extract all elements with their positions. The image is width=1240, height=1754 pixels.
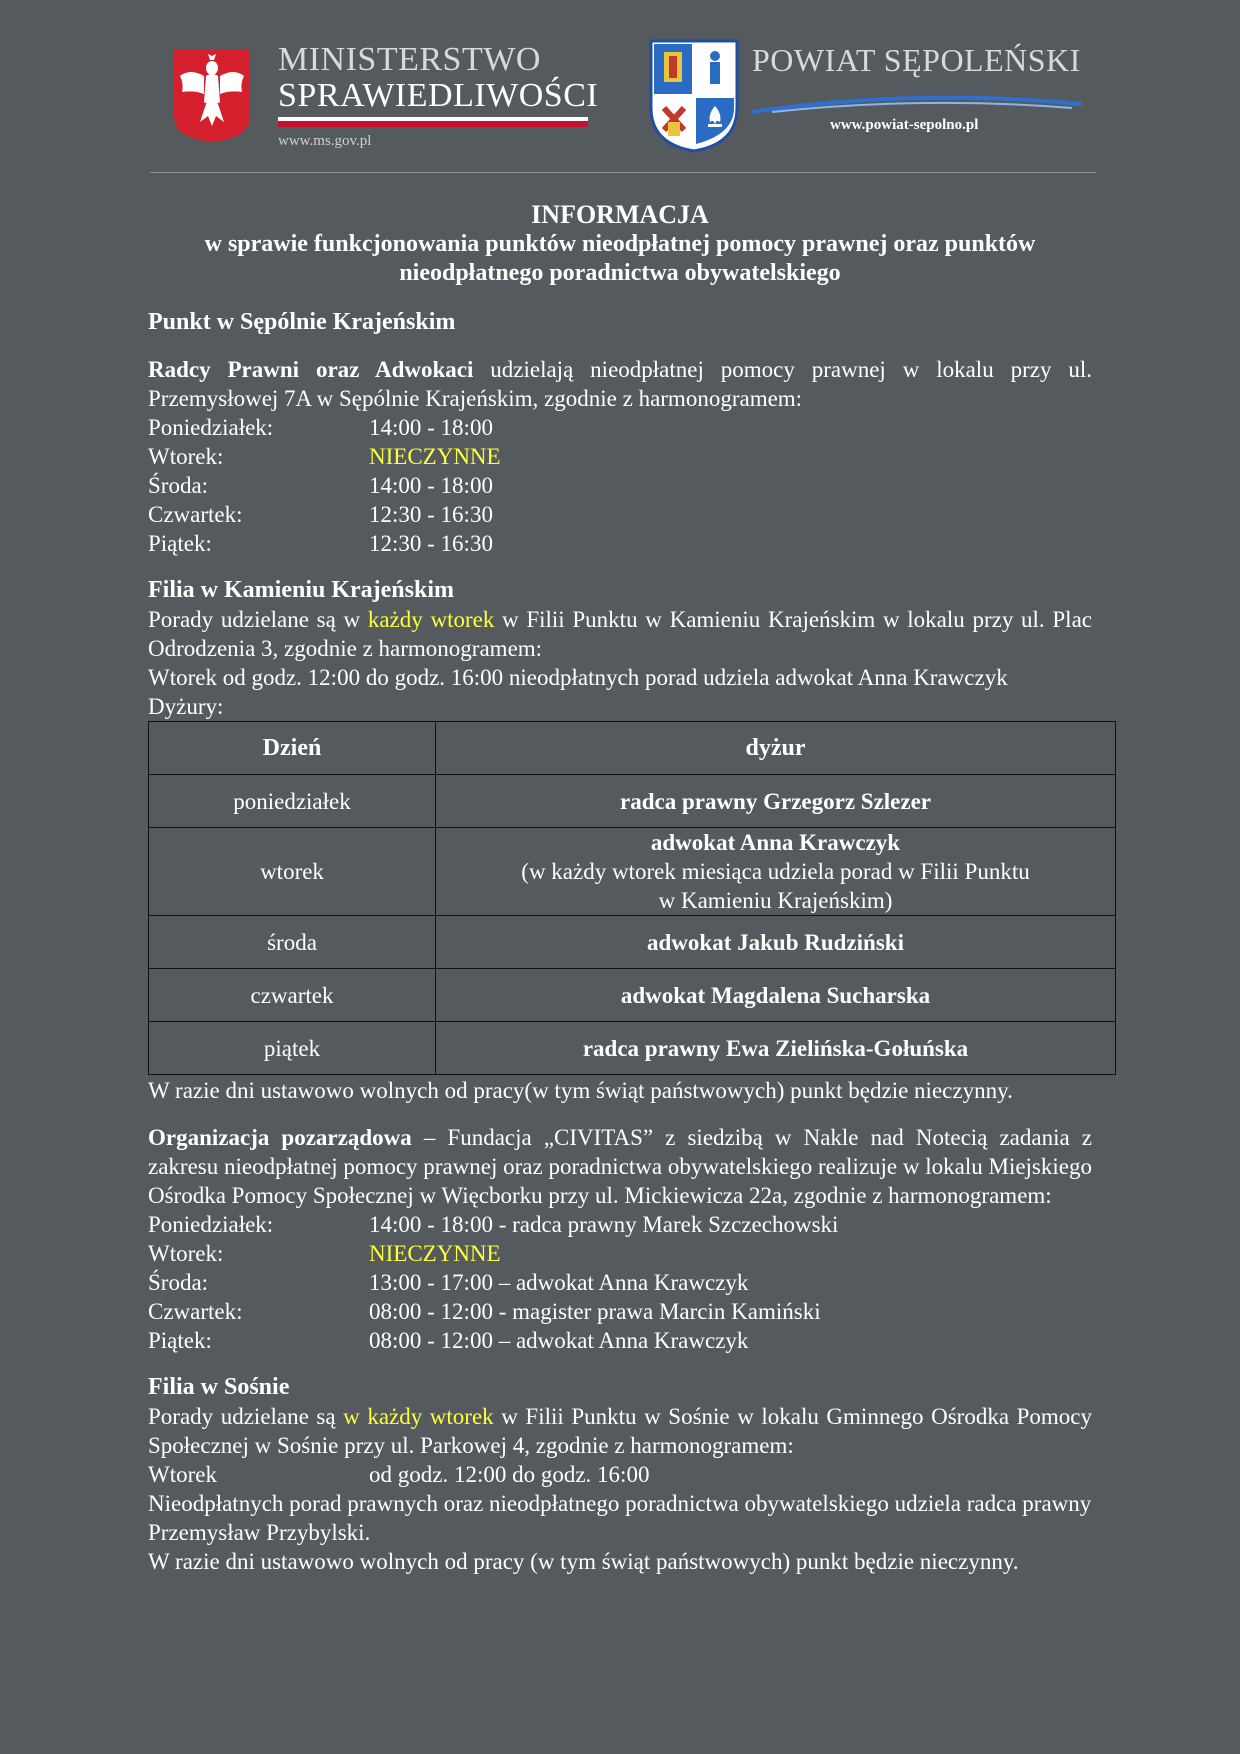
schedule-day: Czwartek: (148, 502, 243, 527)
schedule-time-closed: NIECZYNNE (369, 444, 501, 469)
table-cell-day: czwartek (149, 969, 436, 1022)
duty-label: Dyżury: (148, 694, 224, 719)
table-row (149, 1022, 1116, 1075)
text: w Filii Punktu w Kamieniu Krajeńskim w lokalu przy ul. Plac Odrodzenia 3, zgodnie z harmonogramem: (148, 607, 1092, 661)
document-subtitle-line1: w sprawie funkcjonowania punktów nieodpłatnej pomocy prawnej oraz punktów (204, 231, 1036, 257)
powiat-coat-of-arms-icon (648, 38, 740, 154)
duty-table (148, 721, 1116, 1075)
highlight-text: każdy wtorek (367, 607, 495, 632)
schedule-day: Wtorek: (148, 444, 224, 469)
schedule-row (148, 1268, 1092, 1297)
intro-text: – Fundacja „CIVITAS” z siedzibą w Nakle nad Notecią zadania z zakresu nieodpłatnej pomocy prawnej oraz poradnictwa obywatelskiego realizuje w lokalu Miejskiego Ośrodka Pomocy Społecznej w Więcborku przy ul. Mickiewicza 22a, zgodnie z harmonogramem: (148, 1125, 1092, 1208)
schedule-sepolno (148, 413, 1092, 558)
table-cell-duty: adwokat Magdalena Sucharska (436, 969, 1116, 1022)
schedule-wiecbork (148, 1210, 1092, 1355)
section-heading-kamien: Filia w Kamieniu Krajeńskim (148, 577, 454, 603)
schedule-time: 12:30 - 16:30 (369, 502, 493, 527)
schedule-day: Wtorek (148, 1462, 217, 1487)
intro-text: udzielają nieodpłatnej pomocy prawnej w lokalu przy ul. Przemysłowej 7A w Sępólnie Krajeńskim, zgodnie z harmonogramem: (148, 357, 1092, 411)
section-sosno-intro (148, 1402, 1092, 1460)
table-cell-duty: radca prawny Grzegorz Szlezer (436, 775, 1116, 828)
section-kamien-p2: Wtorek od godz. 12:00 do godz. 16:00 nieodpłatnych porad udziela adwokat Anna Krawczyk (148, 665, 1008, 690)
intro-bold: Organizacja pozarządowa (148, 1125, 412, 1150)
schedule-day: Środa: (148, 473, 209, 498)
ms-url: www.ms.gov.pl (278, 133, 372, 149)
schedule-time: 08:00 - 12:00 - magister prawa Marcin Kamiński (369, 1299, 821, 1324)
highlight-text: w każdy wtorek (343, 1404, 494, 1429)
schedule-time: 08:00 - 12:00 – adwokat Anna Krawczyk (369, 1328, 749, 1353)
table-row (149, 828, 1116, 916)
document-body (148, 200, 1092, 1576)
schedule-row (148, 1239, 1092, 1268)
table-row (149, 969, 1116, 1022)
table-header-day: Dzień (149, 722, 436, 775)
schedule-time: 14:00 - 18:00 (369, 473, 493, 498)
powiat-swoosh (752, 94, 1082, 114)
schedule-day: Piątek: (148, 531, 212, 556)
section-sosno-p2: Nieodpłatnych porad prawnych oraz nieodpłatnego poradnictwa obywatelskiego udziela radca prawny Przemysław Przybylski. (148, 1491, 1092, 1545)
table-cell-day: środa (149, 916, 436, 969)
schedule-day: Piątek: (148, 1328, 212, 1353)
table-cell-day: piątek (149, 1022, 436, 1075)
header-logos (150, 24, 1096, 173)
duty-name: adwokat Anna Krawczyk (650, 830, 901, 855)
schedule-row (148, 529, 1092, 558)
document-title: INFORMACJA (531, 200, 709, 229)
polish-eagle-emblem-icon (170, 46, 254, 144)
text: Porady udzielane są (148, 1404, 344, 1429)
table-cell-duty: radca prawny Ewa Zielińska-Gołuńska (436, 1022, 1116, 1075)
text: Porady udzielane są w (148, 607, 368, 632)
schedule-row (148, 1460, 1092, 1489)
table-cell-day: poniedziałek (149, 775, 436, 828)
intro-bold: Radcy Prawni oraz Adwokaci (148, 357, 474, 382)
table-cell-duty (436, 828, 1116, 916)
schedule-row (148, 1297, 1092, 1326)
section-sepolno-intro (148, 355, 1092, 413)
duty-note-line2: w Kamieniu Krajeńskim) (658, 888, 893, 913)
table-row (149, 916, 1116, 969)
schedule-row (148, 500, 1092, 529)
schedule-day: Czwartek: (148, 1299, 243, 1324)
table-cell-day: wtorek (149, 828, 436, 916)
schedule-row (148, 413, 1092, 442)
schedule-row (148, 1210, 1092, 1239)
schedule-row (148, 471, 1092, 500)
schedule-day: Wtorek: (148, 1241, 224, 1266)
schedule-day: Poniedziałek: (148, 415, 274, 440)
schedule-time: 14:00 - 18:00 (369, 415, 493, 440)
schedule-day: Poniedziałek: (148, 1212, 274, 1237)
section-kamien-intro (148, 605, 1092, 663)
schedule-time: 13:00 - 17:00 – adwokat Anna Krawczyk (369, 1270, 749, 1295)
section-sosno-closing: W razie dni ustawowo wolnych od pracy (w tym świąt państwowych) punkt będzie nieczynny. (148, 1549, 1019, 1574)
section-heading-sosno: Filia w Sośnie (148, 1374, 290, 1400)
ms-flag-stripe (278, 117, 588, 127)
document-subtitle-line2: nieodpłatnego poradnictwa obywatelskiego (399, 260, 841, 286)
section-kamien-closing: W razie dni ustawowo wolnych od pracy(w tym świąt państwowych) punkt będzie nieczynny. (148, 1078, 1013, 1103)
schedule-time: 14:00 - 18:00 - radca prawny Marek Szczechowski (369, 1212, 839, 1237)
schedule-time: 12:30 - 16:30 (369, 531, 493, 556)
section-heading-sepolno: Punkt w Sępólnie Krajeńskim (148, 309, 456, 335)
table-cell-duty: adwokat Jakub Rudziński (436, 916, 1116, 969)
text: w Filii Punktu w Sośnie w lokalu Gminnego Ośrodka Pomocy Społecznej w Sośnie przy ul. Parkowej 4, zgodnie z harmonogramem: (148, 1404, 1092, 1458)
schedule-day: Środa: (148, 1270, 209, 1295)
table-header-row (149, 722, 1116, 775)
section-ngo-intro (148, 1123, 1092, 1210)
ms-logo-text (278, 42, 598, 150)
schedule-row (148, 442, 1092, 471)
powiat-url: www.powiat-sepolno.pl (830, 117, 979, 133)
table-row (149, 775, 1116, 828)
powiat-name: POWIAT SĘPOLEŃSKI (752, 42, 1081, 78)
duty-note-line1: (w każdy wtorek miesiąca udziela porad w Filii Punktu (521, 859, 1030, 884)
schedule-row (148, 1326, 1092, 1355)
table-header-duty: dyżur (436, 722, 1116, 775)
schedule-time: od godz. 12:00 do godz. 16:00 (369, 1462, 650, 1487)
schedule-time-closed: NIECZYNNE (369, 1241, 501, 1266)
ms-name-line2: SPRAWIEDLIWOŚCI (278, 77, 599, 114)
ms-name-line1: MINISTERSTWO (278, 41, 541, 78)
